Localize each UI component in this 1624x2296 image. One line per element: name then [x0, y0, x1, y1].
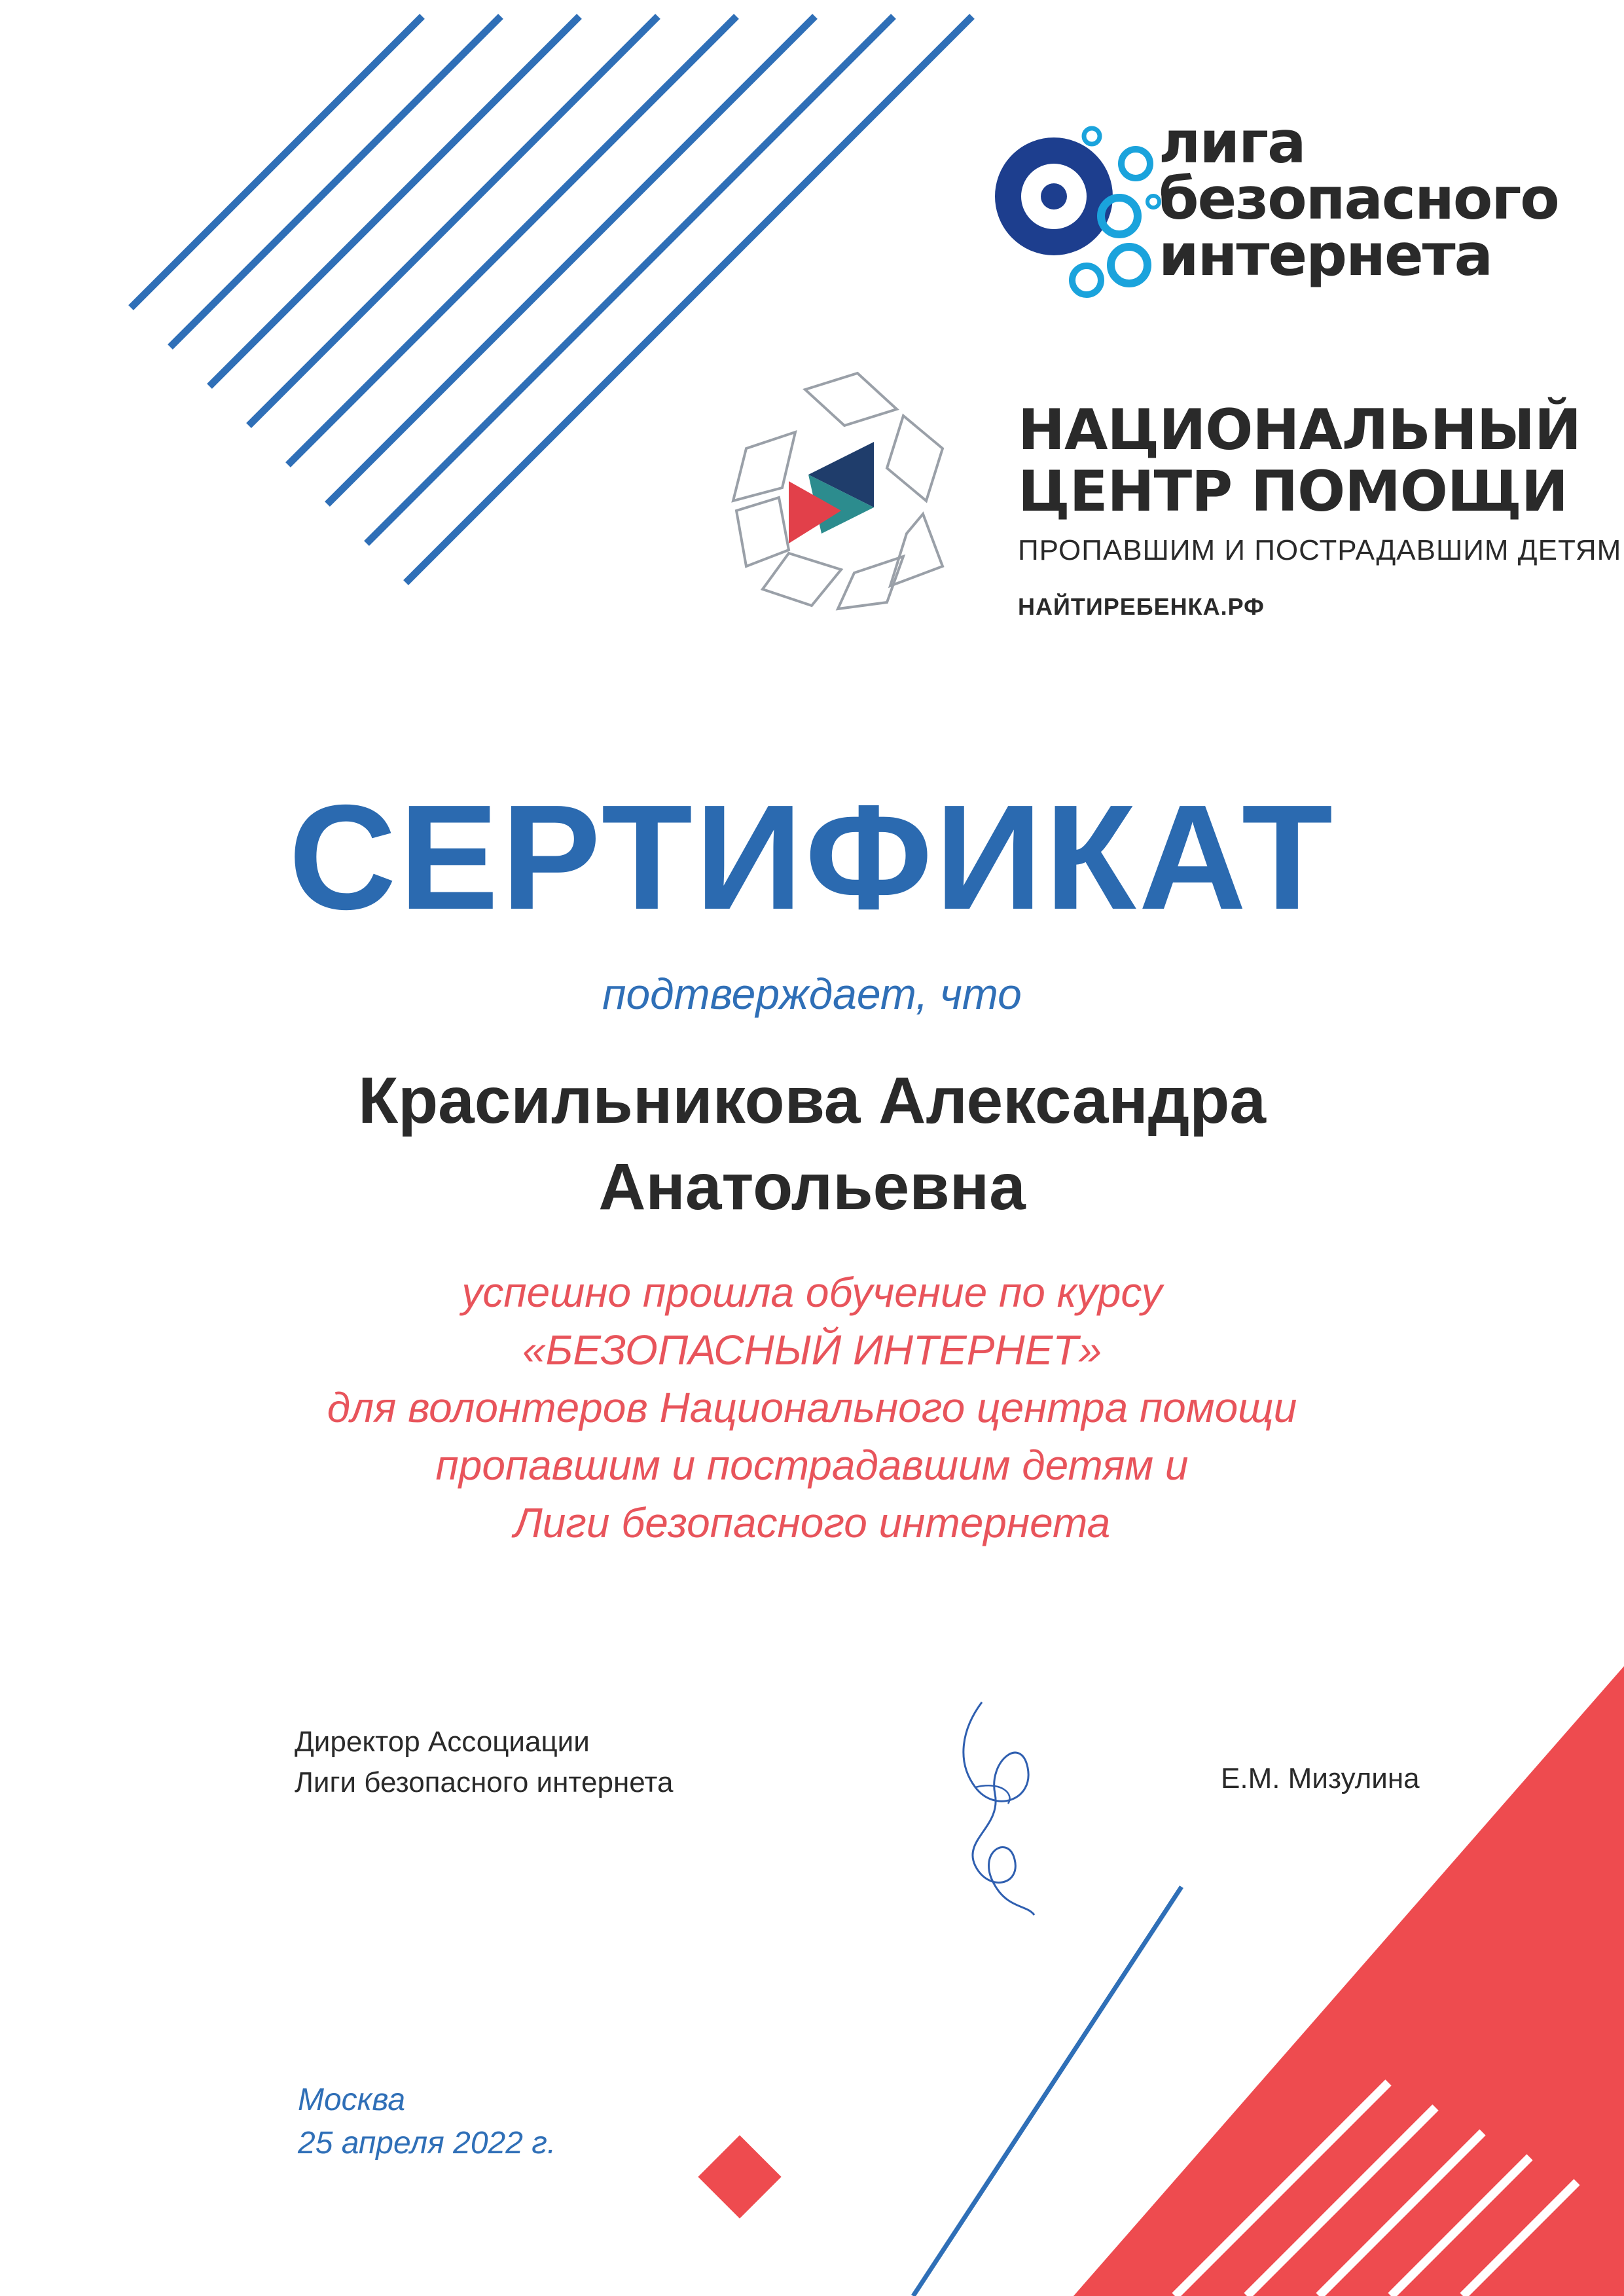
- league-logo-line: безопасного: [1159, 165, 1559, 232]
- bottom-right-red-corner: [698, 1666, 1624, 2296]
- league-logo-line: лига: [1159, 109, 1305, 176]
- league-logo-line: интернета: [1159, 221, 1492, 289]
- center-title-line: ЦЕНТР ПОМОЩИ: [1018, 459, 1568, 524]
- signer-position-line: Директор Ассоциации: [295, 1726, 590, 1758]
- recipient-name-line: Анатольевна: [598, 1150, 1026, 1224]
- national-center-logo-text: [1018, 399, 1621, 621]
- course-line: успешно прошла обучение по курсу: [461, 1269, 1163, 1316]
- course-line: Лиги безопасного интернета: [513, 1499, 1111, 1546]
- course-line: для волонтеров Национального центра помощи: [327, 1384, 1297, 1431]
- handwritten-signature: [936, 1689, 1080, 1925]
- city: Москва: [298, 2083, 406, 2117]
- signer-position-line: Лиги безопасного интернета: [295, 1766, 674, 1798]
- signer-position: [295, 1722, 673, 1803]
- league-logo-text: [1159, 109, 1559, 289]
- course-line: «БЕЗОПАСНЫЙ ИНТЕРНЕТ»: [522, 1326, 1102, 1374]
- red-diamond: [698, 2135, 781, 2218]
- date: 25 апреля 2022 г.: [298, 2126, 556, 2160]
- recipient-name-line: Красильникова Александра: [358, 1064, 1266, 1137]
- confirms-text: подтверждает, что: [602, 970, 1022, 1018]
- place-and-date: [298, 2079, 556, 2165]
- center-url: НАЙТИРЕБЕНКА.РФ: [1018, 593, 1265, 620]
- course-description: [0, 1264, 1624, 1552]
- course-line: пропавшим и пострадавшим детям и: [435, 1442, 1189, 1489]
- national-center-logo-mark: [727, 370, 969, 612]
- signer-name: Е.М. Мизулина: [1221, 1762, 1420, 1795]
- center-title-line: НАЦИОНАЛЬНЫЙ: [1018, 397, 1581, 463]
- recipient-name: [0, 1057, 1624, 1230]
- certificate-title: СЕРТИФИКАТ: [288, 774, 1336, 941]
- center-subtitle: ПРОПАВШИМ И ПОСТРАДАВШИМ ДЕТЯМ: [1018, 534, 1622, 566]
